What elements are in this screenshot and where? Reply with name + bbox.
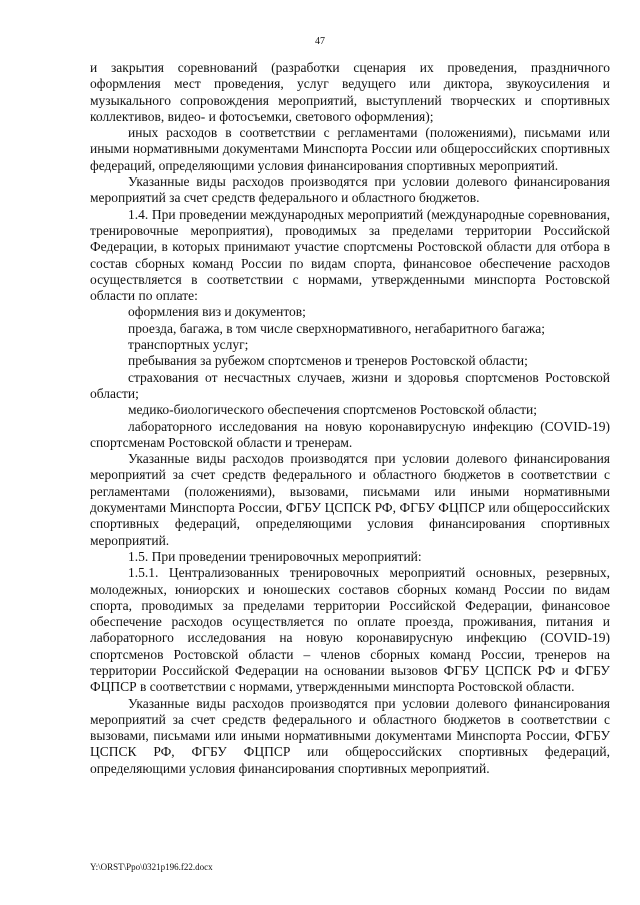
paragraph-7: пребывания за рубежом спортсменов и тренеров Ростовской области; <box>128 353 528 369</box>
paragraph-6: транспортных услуг; <box>128 337 249 353</box>
paragraph-4: оформления виз и документов; <box>128 304 306 320</box>
paragraph-13: 1.5.1. Централизованных тренировочных мероприятий основных, резервных, молодежных, юниорских и юношеских составов сборных команд России по видам спорта, проводимых за пределами территории Российской Федерации, финансовое обеспечение расходов осуществляется по оплате проезда, проживания, питания и лабораторного исследования на новую коронавирусную инфекцию (COVID-19) спортсменов Ростовской области – членов сборных команд России, тренеров на территории Российской Федерации на основании вызовов ФГБУ ЦСПСК РФ и ФГБУ ФЦПСР в соответствии с нормами, утвержденными минспорта Ростовской области. <box>90 565 610 695</box>
page-number: 47 <box>315 36 325 47</box>
paragraph-2: Указанные виды расходов производятся при условии долевого финансирования мероприятий за счет средств федерального и областного бюджетов. <box>90 174 610 206</box>
paragraph-3: 1.4. При проведении международных мероприятий (международные соревнования, тренировочные мероприятия), проводимых за пределами территории Российской Федерации, в которых принимают участие спортсмены Ростовской области для отбора в состав сборных команд России по видам спорта, финансовое обеспечение расходов осуществляется в соответствии с нормами, утвержденными минспорта Ростовской области по оплате: <box>90 206 610 304</box>
paragraph-10: лабораторного исследования на новую коронавирусную инфекцию (COVID-19) спортсменам Ростовской области и тренерам. <box>90 418 610 450</box>
paragraph-14: Указанные виды расходов производятся при условии долевого финансирования мероприятий за счет средств федерального и областного бюджетов в соответствии с вызовами, письмами или иными нормативными документами Минспорта России, ФГБУ ЦСПСК РФ, ФГБУ ФЦПСР или общероссийских спортивных федераций, определяющими условия финансирования спортивных мероприятий. <box>90 695 610 776</box>
paragraph-1: иных расходов в соответствии с регламентами (положениями), письмами или иными нормативными документами Минспорта России или общероссийских спортивных федераций, определяющими условия финансирования спортивных мероприятий. <box>90 125 610 173</box>
paragraph-0: и закрытия соревнований (разработки сценария их проведения, праздничного оформления мест проведения, услуг ведущего или диктора, звукоусиления и музыкального сопровождения мероприятий, выступлений творческих и спортивных коллективов, видео- и фотосъемки, светового оформления); <box>90 60 610 124</box>
footer-file-path: Y:\ORST\Ppo\0321p196.f22.docx <box>90 862 213 872</box>
paragraph-9: медико-биологического обеспечения спортсменов Ростовской области; <box>128 402 537 418</box>
document-body <box>90 60 610 777</box>
paragraph-5: проезда, багажа, в том числе сверхнормативного, негабаритного багажа; <box>128 320 546 336</box>
paragraph-12: 1.5. При проведении тренировочных мероприятий: <box>128 548 422 564</box>
paragraph-8: страхования от несчастных случаев, жизни и здоровья спортсменов Ростовской области; <box>90 369 610 401</box>
paragraph-11: Указанные виды расходов производятся при условии долевого финансирования мероприятий за счет средств федерального и областного бюджетов в соответствии с регламентами (положениями), вызовами, письмами или иными нормативными документами Минспорта России, ФГБУ ЦСПСК РФ, ФГБУ ФЦПСР или общероссийских спортивных федераций, определяющими условия финансирования спортивных мероприятий. <box>90 451 610 548</box>
